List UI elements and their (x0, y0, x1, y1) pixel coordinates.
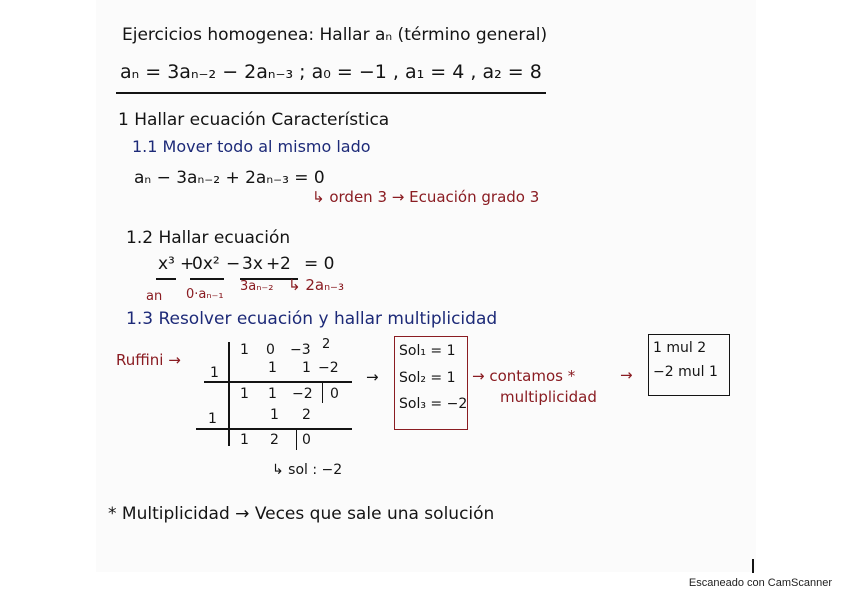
ruffini-cell: 1 (302, 360, 311, 376)
label-2an3: ↳ 2aₙ₋₃ (288, 276, 344, 294)
ruffini-divisor: 1 (210, 365, 219, 381)
section-1-3-heading: 1.3 Resolver ecuación y hallar multiplicidad (126, 309, 498, 329)
poly-underline (190, 278, 224, 280)
poly-x3: x³ (158, 254, 175, 274)
ruffini-cell: 0 (330, 386, 339, 402)
ruffini-cell: 1 (270, 407, 279, 423)
arrow-to-solutions: → (366, 368, 379, 386)
poly-plus: + (180, 254, 195, 274)
poly-underline (156, 278, 176, 280)
ruffini-label: Ruffini → (116, 351, 181, 369)
ruffini-divisor: 1 (208, 411, 217, 427)
solution-item: Sol₁ = 1 (399, 343, 456, 359)
multiplicity-item: −2 mul 1 (653, 364, 718, 380)
poly-2: 2 (280, 254, 291, 274)
multiplicity-definition: * Multiplicidad → Veces que sale una solución (108, 504, 495, 524)
section-1-1-heading: 1.1 Mover todo al mismo lado (132, 137, 371, 156)
ruffini-cell: 0 (302, 432, 311, 448)
ruffini-cell: −2 (292, 386, 313, 402)
label-3an2: 3aₙ₋₂ (240, 279, 274, 294)
scanned-page (96, 0, 756, 572)
ruffini-cell: 1 (268, 360, 277, 376)
ruffini-cell: −3 (290, 342, 311, 358)
scanner-watermark: Escaneado con CamScanner (688, 577, 832, 589)
poly-0x2: 0x² (192, 254, 220, 274)
header-underline (116, 92, 546, 94)
ruffini-cell: 0 (266, 342, 275, 358)
ruffini-cell: −2 (318, 360, 339, 376)
order-note: ↳ orden 3 → Ecuación grado 3 (312, 188, 540, 206)
margin-mark (752, 559, 754, 573)
solution-item: Sol₃ = −2 (399, 396, 468, 412)
ruffini-cell: 2 (302, 407, 311, 423)
ruffini-cell: 2 (322, 337, 331, 352)
ruffini-cell: 1 (240, 386, 249, 402)
label-0an1: 0·aₙ₋₁ (186, 287, 224, 302)
poly-minus: − (226, 254, 241, 274)
ruffini-cell: 2 (270, 432, 279, 448)
poly-3x: 3x (242, 254, 263, 274)
poly-equals-zero: = 0 (304, 254, 335, 274)
solution-note: ↳ sol : −2 (272, 462, 343, 478)
ruffini-horizontal-line (196, 428, 352, 430)
ruffini-cell: 1 (240, 432, 249, 448)
poly-plus: + (266, 254, 281, 274)
count-multiplicity-note: → contamos * (472, 367, 576, 385)
section-1-2-heading: 1.2 Hallar ecuación (126, 228, 291, 248)
equation-1-1: aₙ − 3aₙ₋₂ + 2aₙ₋₃ = 0 (134, 168, 325, 188)
section-1-heading: 1 Hallar ecuación Característica (118, 110, 390, 130)
count-multiplicity-note: multiplicidad (500, 388, 597, 406)
ruffini-cell: 1 (268, 386, 277, 402)
recurrence-equation: aₙ = 3aₙ₋₂ − 2aₙ₋₃ ; a₀ = −1 , a₁ = 4 , a₂ = 8 (120, 61, 542, 83)
arrow-to-multiplicity: → (620, 366, 633, 384)
ruffini-vertical-line (228, 342, 230, 446)
label-an: an (146, 289, 163, 304)
ruffini-cell: 1 (240, 342, 249, 358)
solution-item: Sol₂ = 1 (399, 370, 456, 386)
multiplicity-item: 1 mul 2 (653, 340, 707, 356)
page-title: Ejercicios homogenea: Hallar aₙ (término general) (122, 25, 548, 45)
